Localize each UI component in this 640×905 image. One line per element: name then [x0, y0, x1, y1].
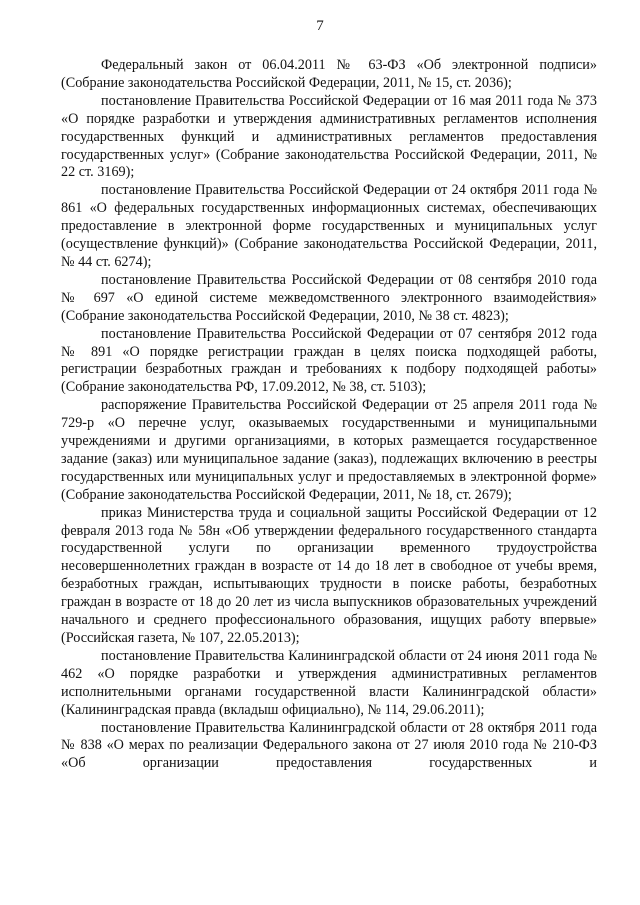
paragraph-order-58n: приказ Министерства труда и социальной защиты Российской Федерации от 12 февраля 2013 года № 58н «Об утверждении федерального государственного стандарта государственной услуги по организации временного трудоустройства несовершеннолетних граждан в возрасте от 14 до 18 лет в свободное от учебы время, безработных граждан, испытывающих трудности в поиске работы, безработных граждан в возрасте от 18 до 20 лет из числа выпускников образовательных учреждений начального и среднего профессионального образования, ищущих работу впервые» (Российская газета, № 107, 22.05.2013);: [61, 504, 597, 646]
document-body: [61, 57, 597, 773]
paragraph-kaliningrad-462: постановление Правительства Калининградской области от 24 июня 2011 года № 462 «О порядке разработки и утверждения административных регламентов исполнительными органами государственной власти Калининградской области» (Калининградская правда (вкладыш официально), № 114, 29.06.2011);: [61, 647, 597, 718]
paragraph-resolution-861: постановление Правительства Российской Федерации от 24 октября 2011 года № 861 «О федеральных государственных информационных системах, обеспечивающих предоставление в электронной форме государственных и муниципальных услуг (осуществление функций)» (Собрание законодательства Российской Федерации, 2011, № 44 ст. 6274);: [61, 182, 597, 270]
paragraph-kaliningrad-838: постановление Правительства Калининградской области от 28 октября 2011 года № 838 «О мерах по реализации Федерального закона от 27 июля 2010 года № 210-ФЗ «Об организации предоставления государственных и: [61, 719, 597, 772]
paragraph-federal-law-63: Федеральный закон от 06.04.2011 № 63-ФЗ «Об электронной подписи» (Собрание законодательства Российской Федерации, 2011, № 15, ст. 2036);: [61, 57, 597, 91]
paragraph-resolution-697: постановление Правительства Российской Федерации от 08 сентября 2010 года № 697 «О единой системе межведомственного электронного взаимодействия» (Собрание законодательства Российской Федерации, 2010, № 38 ст. 4823);: [61, 271, 597, 324]
paragraph-resolution-373: постановление Правительства Российской Федерации от 16 мая 2011 года № 373 «О порядке разработки и утверждения административных регламентов исполнения государственных функций и административных регламентов предоставления государственных услуг» (Собрание законодательства Российской Федерации, 2011, № 22 ст. 3169);: [61, 92, 597, 181]
paragraph-order-729r: распоряжение Правительства Российской Федерации от 25 апреля 2011 года № 729-р «О перечне услуг, оказываемых государственными и муниципальными учреждениями и другими организациями, в которых размещается государственное задание (заказ) или муниципальное задание (заказ), подлежащих включению в реестры государственных или муниципальных услуг и предоставляемых в электронной форме» (Собрание законодательства Российской Федерации, 2011, № 18, ст. 2679);: [61, 397, 597, 503]
paragraph-resolution-891: постановление Правительства Российской Федерации от 07 сентября 2012 года № 891 «О порядке регистрации граждан в целях поиска подходящей работы, регистрации безработных граждан и требованиях к подбору подходящей работы» (Собрание законодательства РФ, 17.09.2012, № 38, ст. 5103);: [61, 325, 597, 396]
page-number: 7: [316, 18, 324, 34]
